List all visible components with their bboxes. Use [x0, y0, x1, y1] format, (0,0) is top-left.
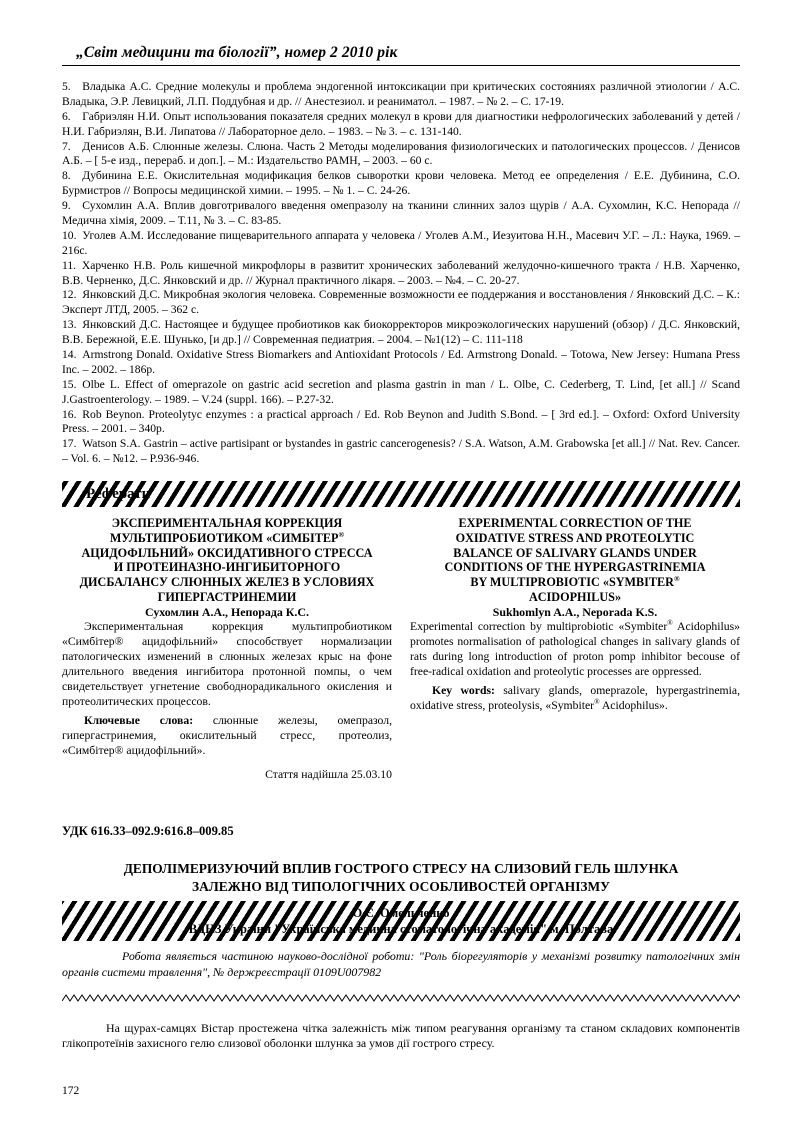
abstract-ru-title-line: ГИПЕРГАСТРИНЕМИИ	[157, 589, 297, 604]
udc-code: УДК 616.33–092.9:616.8–009.85	[62, 824, 234, 839]
abstract-ru-keywords	[62, 714, 392, 759]
abstract-ru-title-line: ЭКСПЕРИМЕНТАЛЬНАЯ КОРРЕКЦИЯ	[111, 516, 343, 531]
abstract-en-body-part2: Acidophilus» promotes normalisation of pathological changes in salivary glands of rats during long introduction of proton pomp inhibitor becouse of free-radical oxidation and proteolytic processes are oppressed.	[410, 619, 740, 678]
abstract-en-keywords	[410, 684, 740, 714]
abstract-en-title-line: OXIDATIVE STRESS AND PROTEOLYTIC	[455, 530, 695, 545]
article-author: О.Є. Омельченко	[352, 905, 450, 920]
abstract-columns	[62, 516, 740, 794]
reference-item: 5. Владыка А.С. Средние молекулы и проблема эндогенной интоксикации при критических состояниях различной этиологии / А.С. Владыка, Э.Р. Левицкий, Л.П. Поддубная и др. // Анестезиол. и реаниматол. – 1987. – № 2. – С. 17-19.	[62, 80, 740, 108]
reference-item: 11. Харченко Н.В. Роль кишечной микрофлоры в развитит хронических заболеваний желудочно-кишечного тракта / Н.В. Харченко, В.В. Черненко, Д.С. Янковский и др. // Журнал практичного лікаря. – 2003. – №4. – С. 20-27.	[62, 258, 740, 287]
article-summary-paragraph: На щурах-самцях Вістар простежена чітка залежність між типом реагування організму та станом складових компонентів глікопротеїнів захисного гелю слизової оболонки шлунка за умов дії гострого стресу.	[62, 1020, 740, 1051]
reference-item: 8. Дубинина Е.Е. Окислительная модификация белков сыворотки крови человека. Метод ее определения / Е.Е. Дубинина, С.О. Бурмистров // Вопросы медицинской химии. – 1995. – № 1. – С. 24-26.	[62, 169, 740, 198]
reference-item: 9. Сухомлин А.А. Вплив довготривалого введення омепразолу на тканини слинних залоз щурів / А.А. Сухомлин, К.С. Непорада // Медична хімія, 2009. – Т.11, № 3. – С. 83-85.	[62, 199, 740, 228]
abstract-ru-title-line: МУЛЬТИПРОБИОТИКОМ «СИМБІТЕР	[109, 530, 339, 545]
abstract-en-title-line: BALANCE OF SALIVARY GLANDS UNDER	[453, 545, 697, 560]
abstract-ru-keywords-label: Ключевые слова:	[84, 713, 194, 727]
article-byline-banner	[62, 901, 740, 941]
abstract-en-keywords-text-part2: Acidophilus».	[599, 698, 668, 712]
abstract-ru-title-line: ДИСБАЛАНСУ СЛЮННЫХ ЖЕЛЕЗ В УСЛОВИЯХ	[79, 575, 375, 590]
received-date: Стаття надійшла 25.03.10	[265, 767, 392, 781]
zigzag-divider	[62, 993, 740, 1003]
article-title-line: ЗАЛЕЖНО ВІД ТИПОЛОГІЧНИХ ОСОБЛИВОСТЕЙ ОРГАНІЗМУ	[192, 878, 610, 894]
abstract-en-title-line: EXPERIMENTAL CORRECTION OF THE	[458, 516, 692, 531]
abstract-ru-body: Экспериментальная коррекция мультипробиотиком «Симбітер® ацидофільний» способствует нормализации патологических изменений в слюнных железах крыс на фоне длительного введения ингибитора протонной помпы, о чем свидетельствует угнетение свободнорадикального окисления и протеолитических процессов.	[62, 619, 392, 708]
running-head: „Світ медицини та біології”, номер 2 2010 рік	[76, 44, 398, 61]
abstracts-banner-label: Реферати	[86, 485, 151, 502]
reference-item: 7. Денисов А.Б. Слюнные железы. Слюна. Часть 2 Методы моделирования физиологических и патологических процессов. / Денисов А.Б. – [ 5-е изд., перераб. и доп.]. – М.: Издательство РАМН, – 2003. – 60 с.	[62, 139, 740, 168]
article-affiliation: ВДНЗ України "Українська медична стоматологічна академія" м. Полтава	[188, 922, 614, 937]
abstract-russian	[62, 516, 392, 794]
abstract-en-body	[410, 620, 740, 680]
reference-item: 14. Armstrong Donald. Oxidative Stress Biomarkers and Antioxidant Protocols / Ed. Armstrong Donald. – Totowa, New Jersey: Humana Press Inc. – 2002. – 186p.	[62, 348, 740, 376]
reference-item: 17. Watson S.A. Gastrin – active partisipant or bystandes in gastric cancerogenesis? / S.A. Watson, A.M. Grabowska [et all.] // Nat. Rev. Cancer. – Vol. 6. – №12. – P.936-946.	[62, 437, 740, 466]
registered-trademark-icon: ®	[338, 529, 345, 539]
reference-list	[62, 80, 740, 467]
article-byline-wrap	[62, 901, 740, 941]
abstract-ru-title-line: И ПРОТЕИНАЗНО-ИНГИБИТОРНОГО	[113, 560, 341, 575]
reference-item: 10. Уголев А.М. Исследование пищеварительного аппарата у человека / Уголев А.М., Иезуитова Н.Н., Масевич У.Г. – Л.: Наука, 1969. – 216с.	[62, 228, 740, 257]
abstract-ru-title	[62, 516, 392, 605]
reference-item: 13. Янковский Д.С. Настоящее и будущее пробиотиков как биокорректоров микроэкологических нарушений (обзор) / Д.С. Янковский, В.В. Бережной, Е.Е. Шунько, [и др.] // Современная педиатрия. – 2004. – №1(12) – С. 111-118	[62, 318, 740, 347]
registered-trademark-icon: ®	[594, 697, 600, 706]
abstract-en-title-line: BY MULTIPROBIOTIC «SYMBITER	[470, 575, 674, 590]
abstract-ru-keywords-text: слюнные железы, омепразол, гипергастринемия, окислительный стресс, протеолиз, «Симбітер® ацидофільний».	[62, 713, 392, 757]
abstract-ru-title-line: АЦИДОФІЛЬНИЙ» ОКСИДАТИВНОГО СТРЕССА	[81, 545, 373, 560]
abstract-en-keywords-label: Key words:	[432, 683, 495, 697]
abstract-en-title-line: ACIDOPHILUS»	[528, 589, 622, 604]
page-number: 172	[62, 1084, 80, 1097]
funding-note: Робота являється частиною науково-дослідної роботи: "Роль біорегуляторів у механізмі розвитку патологічних змін органів системи травлення", № держреєстрації 0109U007982	[62, 949, 740, 980]
article-title-line: ДЕПОЛІМЕРИЗУЮЧИЙ ВПЛИВ ГОСТРОГО СТРЕСУ НА СЛИЗОВИЙ ГЕЛЬ ШЛУНКА	[123, 861, 679, 877]
running-head-rule	[62, 65, 740, 66]
abstract-ru-authors: Сухомлин А.А., Непорада К.С.	[145, 604, 309, 619]
abstract-en-keywords-text-part1: salivary glands, omeprazole, hypergastrinemia, oxidative stress, proteolysis, «Symbiter	[410, 683, 740, 712]
abstracts-section-banner	[62, 481, 740, 507]
registered-trademark-icon: ®	[673, 574, 680, 584]
registered-trademark-icon: ®	[667, 619, 673, 628]
article-title	[62, 860, 740, 895]
reference-item: 6. Габриэлян Н.И. Опыт использования показателя средних молекул в крови для диагностики нефрологических заболеваний у детей / Н.И. Габриэлян, В.И. Липатова // Лабораторное дело. – 1983. – № 3. – с. 131-140.	[62, 109, 740, 138]
reference-item: 16. Rob Beynon. Proteolytyc enzymes : a practical approach / Ed. Rob Beynon and Judith S.Bond. – [ 3rd ed.]. – Oxford: Oxford University Press. – 2001. – 340p.	[62, 407, 740, 436]
abstract-english	[410, 516, 740, 794]
reference-item: 15. Olbe L. Effect of omeprazole on gastric acid secretion and plasma gastrin in man / L. Olbe, C. Cederberg, T. Lind, [et all.] // Scand J.Gastroenterology. – 1989. – V.24 (suppl. 166). – P.27-32.	[62, 377, 740, 406]
reference-item: 12. Янковский Д.С. Микробная экология человека. Современные возможности ее поддержания и восстановления / Янковский Д.С. – К.: Эксперт ЛТД, 2005. – 362 с.	[62, 288, 740, 317]
abstract-en-title-line: CONDITIONS OF THE HYPERGASTRINEMIA	[444, 560, 706, 575]
abstract-en-title	[410, 516, 740, 605]
abstracts-banner-label-wrap	[62, 481, 740, 507]
abstract-en-body-part1: Experimental correction by multiprobiotic «Symbiter	[410, 619, 668, 633]
abstract-en-authors: Sukhomlyn A.A., Neporada K.S.	[492, 604, 658, 619]
